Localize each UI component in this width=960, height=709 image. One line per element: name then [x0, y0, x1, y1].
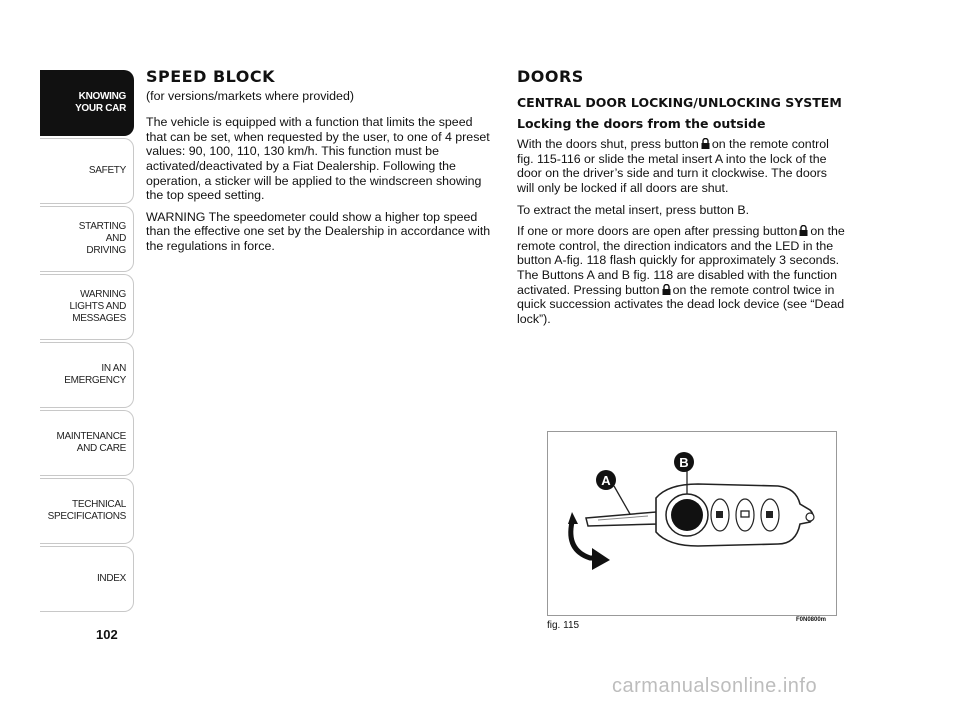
- metal-insert-blade: [586, 512, 658, 526]
- boot-button: [736, 499, 754, 531]
- tab-warning-lights[interactable]: WARNING LIGHTS AND MESSAGES: [40, 274, 134, 340]
- tab-maintenance[interactable]: MAINTENANCE AND CARE: [40, 410, 134, 476]
- lock-icon: [799, 225, 808, 236]
- speed-block-warning: WARNING The speedometer could show a higher top speed than the effective one set by the Dealership in accordance with the regulations in force.: [146, 209, 491, 253]
- lock-icon: [662, 284, 671, 295]
- key-ring-hole: [806, 513, 814, 521]
- page-number: 102: [96, 627, 118, 642]
- key-figure: [547, 431, 837, 616]
- figure-code: F0N0800m: [796, 617, 827, 623]
- label-a: A: [601, 473, 611, 488]
- figure-caption: fig. 115: [547, 620, 580, 631]
- tab-knowing-your-car[interactable]: KNOWING YOUR CAR: [40, 70, 134, 136]
- doors-title: DOORS: [517, 67, 584, 86]
- doors-paragraph-2: To extract the metal insert, press button B.: [517, 202, 750, 217]
- speed-block-subtitle: (for versions/markets where provided): [146, 88, 354, 103]
- speed-block-paragraph: The vehicle is equipped with a function that limits the speed that can be set, when requested by the user, to one of 4 preset values: 90, 100, 110, 130 km/h. This function must be activated/deactivated by a Fiat Dealership. Following the operation, a sticker will be applied to the windscreen showing the top speed setting.: [146, 115, 490, 203]
- central-locking-heading: CENTRAL DOOR LOCKING/UNLOCKING SYSTEM: [517, 94, 842, 110]
- remote-key-illustration: [548, 432, 836, 615]
- doors-paragraph-3: If one or more doors are open after pressing button on the remote control, the direction indicators and the LED in the button A-fig. 118 flash quickly for approximately 3 seconds. The Buttons A and B fig. 118 are disabled with the function activated. Pressing button on the remote control twice in quick succession activates the dead lock device (see “Dead lock”).: [517, 224, 845, 326]
- doors-section: [517, 67, 847, 333]
- rotation-arrowhead: [592, 548, 610, 570]
- tab-index[interactable]: INDEX: [40, 546, 134, 612]
- watermark: carmanualsonline.info: [612, 675, 818, 697]
- lock-symbol: [766, 511, 773, 518]
- tab-safety[interactable]: SAFETY: [40, 138, 134, 204]
- speed-block-section: [146, 67, 494, 261]
- lock-icon: [701, 138, 710, 149]
- label-b: B: [679, 455, 689, 470]
- tab-technical-specifications[interactable]: TECHNICAL SPECIFICATIONS: [40, 478, 134, 544]
- tab-starting-and-driving[interactable]: STARTING AND DRIVING: [40, 206, 134, 272]
- release-button: [671, 499, 703, 531]
- chapter-tabs: [40, 70, 134, 614]
- doors-paragraph-1: With the doors shut, press button on the remote control fig. 115-116 or slide the metal insert A into the lock of the door on the driver’s side and turn it clockwise. The doors will only be locked if all doors are shut.: [517, 137, 829, 195]
- speed-block-title: SPEED BLOCK: [146, 67, 276, 86]
- locking-outside-heading: Locking the doors from the outside: [517, 115, 766, 131]
- tab-in-an-emergency[interactable]: IN AN EMERGENCY: [40, 342, 134, 408]
- unlock-icon: [716, 511, 723, 518]
